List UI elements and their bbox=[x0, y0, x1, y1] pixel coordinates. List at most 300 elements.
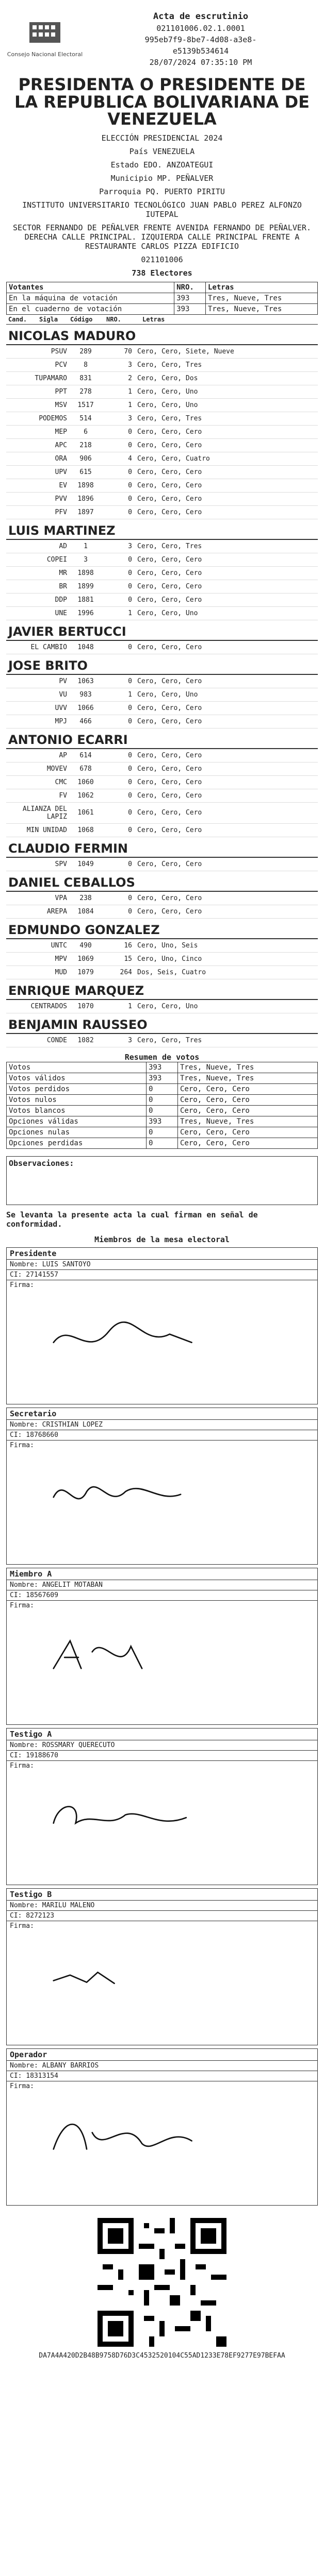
party-code: 1082 bbox=[77, 1036, 94, 1044]
summary-letras: Cero, Cero, Cero bbox=[178, 1127, 318, 1138]
members-list bbox=[6, 1247, 318, 2206]
party-sigla: DDP bbox=[55, 596, 67, 604]
table-row bbox=[6, 580, 318, 594]
party-sigla: TUPAMARO bbox=[35, 374, 67, 382]
party-sigla: PCV bbox=[55, 361, 67, 369]
party-sigla: VU bbox=[59, 690, 67, 699]
party-votes: 3 bbox=[128, 542, 132, 550]
cne-logo-icon bbox=[24, 18, 66, 49]
party-votes: 0 bbox=[128, 596, 132, 604]
table-row bbox=[6, 452, 318, 466]
summary-nro: 0 bbox=[146, 1138, 177, 1148]
signature-label: Firma: bbox=[10, 2082, 34, 2090]
acta-header bbox=[6, 4, 318, 71]
summary-title: Resumen de votos bbox=[124, 1052, 200, 1062]
table-row bbox=[6, 939, 318, 953]
party-votes: 0 bbox=[128, 481, 132, 489]
summary-nro: 0 bbox=[146, 1127, 177, 1138]
summary-letras: Tres, Nueve, Tres bbox=[178, 1073, 318, 1083]
table-row bbox=[6, 399, 318, 412]
election-info bbox=[6, 133, 318, 278]
member-name: Nombre: ANGELIT MOTABAN bbox=[7, 1580, 317, 1590]
table-row bbox=[6, 966, 318, 979]
table-row bbox=[7, 1062, 318, 1073]
table-row bbox=[6, 567, 318, 580]
party-votes: 70 bbox=[124, 347, 132, 355]
party-votes-words: Cero, Cero, Cero bbox=[137, 765, 202, 773]
party-code: 1881 bbox=[77, 596, 94, 604]
member-box bbox=[6, 1568, 318, 1725]
member-box bbox=[6, 1408, 318, 1565]
summary-letras: Cero, Cero, Cero bbox=[178, 1094, 318, 1105]
member-role: Presidente bbox=[7, 1248, 317, 1260]
party-votes-words: Cero, Cero, Cero bbox=[137, 441, 202, 449]
party-votes: 0 bbox=[128, 826, 132, 834]
acta-code: 021101006.02.1.0001 bbox=[156, 24, 245, 33]
party-sigla: MOVEV bbox=[46, 765, 67, 773]
party-sigla: UNTC bbox=[51, 941, 67, 950]
summary-label: Opciones perdidas bbox=[7, 1138, 147, 1148]
summary-label: Opciones nulas bbox=[7, 1127, 147, 1138]
member-ci: CI: 27141557 bbox=[7, 1270, 317, 1280]
grid-head-letras: Letras bbox=[142, 315, 165, 323]
table-row bbox=[6, 688, 318, 702]
party-votes: 0 bbox=[128, 582, 132, 590]
candidate-block bbox=[6, 623, 318, 654]
summary-nro: 393 bbox=[146, 1073, 177, 1083]
party-sigla: APC bbox=[55, 441, 67, 449]
member-role: Testigo B bbox=[7, 1889, 317, 1901]
summary-letras: Tres, Nueve, Tres bbox=[178, 1062, 318, 1073]
party-sigla: COPEI bbox=[46, 555, 67, 564]
summary-label: Votos blancos bbox=[7, 1105, 147, 1116]
party-votes: 0 bbox=[128, 778, 132, 786]
table-row bbox=[6, 466, 318, 479]
party-votes-words: Cero, Cero, Tres bbox=[137, 542, 202, 550]
voting-center: INSTITUTO UNIVERSITARIO TECNOLÓGICO JUAN PABLO PEREZ ALFONZO IUTEPAL bbox=[22, 200, 302, 219]
party-votes-words: Cero, Cero, Cero bbox=[137, 894, 202, 902]
voters-letras: Tres, Nueve, Tres bbox=[205, 293, 317, 303]
table-row bbox=[6, 345, 318, 359]
signature-label: Firma: bbox=[10, 1441, 34, 1449]
summary-label: Votos perdidos bbox=[7, 1083, 147, 1094]
party-votes-words: Cero, Cero, Cero bbox=[137, 596, 202, 604]
summary-letras: Tres, Nueve, Tres bbox=[178, 1116, 318, 1127]
party-votes-words: Cero, Uno, Seis bbox=[137, 941, 198, 950]
party-votes: 0 bbox=[128, 704, 132, 712]
party-sigla: EV bbox=[59, 481, 67, 489]
footer-hash: DA7A4A420D2B48B9758D76D3C4532520104C55AD1233E78EF9277E97BEFAA bbox=[39, 2351, 285, 2360]
candidates-grid-header bbox=[6, 315, 318, 325]
party-sigla: PSUV bbox=[51, 347, 67, 355]
candidate-block bbox=[6, 328, 318, 519]
acta-date: 28/07/2024 07:35:10 PM bbox=[149, 58, 252, 67]
party-code: 1049 bbox=[77, 860, 94, 868]
member-role: Testigo A bbox=[7, 1728, 317, 1740]
signature-icon bbox=[48, 2107, 203, 2169]
voters-nro: 393 bbox=[174, 293, 206, 303]
member-name: Nombre: CRISTHIAN LOPEZ bbox=[7, 1420, 317, 1430]
party-votes-words: Cero, Cero, Cero bbox=[137, 428, 202, 436]
candidate-name: LUIS MARTINEZ bbox=[6, 522, 318, 540]
party-votes: 264 bbox=[120, 968, 132, 976]
table-row bbox=[7, 1094, 318, 1105]
voters-header-nro: NRO. bbox=[174, 282, 206, 293]
party-code: 1066 bbox=[77, 704, 94, 712]
member-box bbox=[6, 1888, 318, 2045]
candidate-name: DANIEL CEBALLOS bbox=[6, 874, 318, 892]
party-votes: 1 bbox=[128, 1002, 132, 1010]
party-votes: 0 bbox=[128, 643, 132, 651]
party-code: 1898 bbox=[77, 481, 94, 489]
party-sigla: PV bbox=[59, 677, 67, 685]
member-name: Nombre: LUIS SANTOYO bbox=[7, 1260, 317, 1270]
candidate-block bbox=[6, 874, 318, 919]
qr-code-icon bbox=[98, 2218, 226, 2347]
party-sigla: MR bbox=[59, 569, 67, 577]
candidate-name: ENRIQUE MARQUEZ bbox=[6, 982, 318, 1000]
party-votes-words: Cero, Cero, Cero bbox=[137, 582, 202, 590]
table-row bbox=[6, 953, 318, 966]
party-sigla: PFV bbox=[55, 508, 67, 516]
party-votes: 0 bbox=[128, 894, 132, 902]
party-votes-words: Cero, Cero, Cero bbox=[137, 778, 202, 786]
cne-logo bbox=[6, 4, 84, 71]
party-votes: 0 bbox=[128, 907, 132, 916]
party-votes-words: Cero, Cero, Cuatro bbox=[137, 454, 210, 463]
party-code: 1069 bbox=[77, 955, 94, 963]
party-votes: 0 bbox=[128, 555, 132, 564]
candidate-block bbox=[6, 982, 318, 1013]
party-code: 3 bbox=[84, 555, 88, 564]
signature-label: Firma: bbox=[10, 1281, 34, 1289]
signature-area bbox=[7, 2081, 317, 2205]
party-sigla: UNE bbox=[55, 609, 67, 617]
candidate-block bbox=[6, 840, 318, 871]
party-code: 514 bbox=[79, 414, 92, 422]
party-sigla: VPA bbox=[55, 894, 67, 902]
party-votes-words: Cero, Cero, Cero bbox=[137, 495, 202, 503]
party-votes: 1 bbox=[128, 401, 132, 409]
table-row bbox=[6, 426, 318, 439]
table-row bbox=[6, 641, 318, 654]
party-sigla: AP bbox=[59, 751, 67, 759]
signature-label: Firma: bbox=[10, 1601, 34, 1609]
party-code: 278 bbox=[79, 387, 92, 396]
table-row bbox=[7, 1127, 318, 1138]
signature-label: Firma: bbox=[10, 1922, 34, 1930]
party-votes-words: Cero, Cero, Cero bbox=[137, 468, 202, 476]
table-row bbox=[6, 359, 318, 372]
country: País VENEZUELA bbox=[129, 146, 195, 156]
member-ci: CI: 18768660 bbox=[7, 1430, 317, 1440]
party-votes-words: Cero, Cero, Tres bbox=[137, 361, 202, 369]
table-row bbox=[6, 1034, 318, 1047]
party-code: 466 bbox=[79, 717, 92, 725]
party-votes-words: Cero, Cero, Uno bbox=[137, 609, 198, 617]
election-title: PRESIDENTA O PRESIDENTE DE LA REPUBLICA BOLIVARIANA DE VENEZUELA bbox=[14, 75, 310, 129]
party-code: 1896 bbox=[77, 495, 94, 503]
signature-area bbox=[7, 1761, 317, 1885]
party-code: 218 bbox=[79, 441, 92, 449]
voters-table bbox=[6, 282, 318, 315]
member-ci: CI: 19188670 bbox=[7, 1751, 317, 1761]
party-code: 1898 bbox=[77, 569, 94, 577]
party-votes: 1 bbox=[128, 690, 132, 699]
signature-icon bbox=[48, 1787, 203, 1849]
acta-header-text bbox=[84, 4, 318, 69]
table-row bbox=[6, 715, 318, 728]
party-code: 1068 bbox=[77, 826, 94, 834]
municipality: Municipio MP. PEÑALVER bbox=[110, 173, 214, 183]
member-box bbox=[6, 2048, 318, 2206]
party-votes-words: Cero, Cero, Uno bbox=[137, 1002, 198, 1010]
party-votes-words: Cero, Cero, Cero bbox=[137, 704, 202, 712]
member-ci: CI: 18313154 bbox=[7, 2071, 317, 2081]
party-votes: 15 bbox=[124, 955, 132, 963]
party-code: 678 bbox=[79, 765, 92, 773]
grid-head-cand: Cand. bbox=[8, 315, 27, 323]
candidate-name: ANTONIO ECARRI bbox=[6, 732, 318, 749]
table-row bbox=[6, 493, 318, 506]
party-votes: 16 bbox=[124, 941, 132, 950]
party-votes: 0 bbox=[128, 508, 132, 516]
party-sigla: MPJ bbox=[55, 717, 67, 725]
summary-label: Votos bbox=[7, 1062, 147, 1073]
summary-nro: 0 bbox=[146, 1105, 177, 1116]
center-code: 021101006 bbox=[141, 255, 183, 264]
voters-label: En la máquina de votación bbox=[7, 293, 174, 303]
party-sigla: FV bbox=[59, 791, 67, 800]
party-votes: 0 bbox=[128, 569, 132, 577]
party-code: 615 bbox=[79, 468, 92, 476]
summary-label: Votos nulos bbox=[7, 1094, 147, 1105]
state: Estado EDO. ANZOATEGUI bbox=[110, 160, 214, 170]
table-row bbox=[6, 789, 318, 803]
summary-nro: 0 bbox=[146, 1094, 177, 1105]
member-box bbox=[6, 1247, 318, 1404]
party-code: 289 bbox=[79, 347, 92, 355]
grid-head-sigla: Sigla bbox=[39, 315, 58, 323]
party-votes-words: Cero, Cero, Uno bbox=[137, 387, 198, 396]
party-votes: 0 bbox=[128, 677, 132, 685]
party-votes-words: Cero, Uno, Cinco bbox=[137, 955, 202, 963]
party-sigla: MUD bbox=[55, 968, 67, 976]
conformity-note: Se levanta la presente acta la cual firman en señal de conformidad. bbox=[6, 1210, 258, 1229]
party-votes: 0 bbox=[128, 809, 132, 817]
table-row bbox=[6, 1000, 318, 1013]
party-votes-words: Cero, Cero, Cero bbox=[137, 809, 202, 817]
party-sigla: CENTRADOS bbox=[30, 1002, 67, 1010]
signature-area bbox=[7, 1601, 317, 1724]
party-code: 1899 bbox=[77, 582, 94, 590]
table-row bbox=[6, 607, 318, 620]
table-row bbox=[7, 303, 318, 314]
qr-code bbox=[6, 2218, 318, 2347]
party-code: 1063 bbox=[77, 677, 94, 685]
party-votes: 0 bbox=[128, 441, 132, 449]
party-code: 1084 bbox=[77, 907, 94, 916]
signature-icon bbox=[48, 1306, 203, 1368]
party-votes-words: Cero, Cero, Cero bbox=[137, 826, 202, 834]
logo-caption: Consejo Nacional Electoral bbox=[7, 50, 83, 58]
voters-header-label: Votantes bbox=[7, 282, 174, 293]
grid-head-codigo: Código bbox=[70, 315, 93, 323]
party-votes-words: Cero, Cero, Tres bbox=[137, 414, 202, 422]
electors-count: 738 Electores bbox=[132, 268, 192, 278]
party-code: 1048 bbox=[77, 643, 94, 651]
party-votes-words: Cero, Cero, Cero bbox=[137, 677, 202, 685]
party-sigla: AREPA bbox=[46, 907, 67, 916]
table-row bbox=[7, 1105, 318, 1116]
table-row bbox=[6, 905, 318, 919]
party-votes: 3 bbox=[128, 361, 132, 369]
table-row bbox=[7, 1083, 318, 1094]
member-ci: CI: 8272123 bbox=[7, 1911, 317, 1921]
member-name: Nombre: MARILU MALENO bbox=[7, 1901, 317, 1911]
candidate-block bbox=[6, 922, 318, 979]
table-row bbox=[6, 506, 318, 519]
party-sigla: EL CAMBIO bbox=[30, 643, 67, 651]
party-votes-words: Cero, Cero, Uno bbox=[137, 401, 198, 409]
summary-nro: 393 bbox=[146, 1062, 177, 1073]
party-votes: 0 bbox=[128, 428, 132, 436]
candidates-list bbox=[6, 328, 318, 1047]
member-name: Nombre: ALBANY BARRIOS bbox=[7, 2061, 317, 2071]
table-row bbox=[6, 702, 318, 715]
signature-area bbox=[7, 1440, 317, 1564]
candidate-name: NICOLAS MADURO bbox=[6, 328, 318, 345]
party-sigla: MSV bbox=[55, 401, 67, 409]
member-role: Secretario bbox=[7, 1408, 317, 1420]
party-sigla: MPV bbox=[55, 955, 67, 963]
party-votes-words: Cero, Cero, Siete, Nueve bbox=[137, 347, 234, 355]
party-votes: 0 bbox=[128, 717, 132, 725]
table-row bbox=[6, 762, 318, 776]
summary-letras: Cero, Cero, Cero bbox=[178, 1083, 318, 1094]
party-sigla: SPV bbox=[55, 860, 67, 868]
summary-letras: Cero, Cero, Cero bbox=[178, 1105, 318, 1116]
party-votes: 1 bbox=[128, 609, 132, 617]
table-row bbox=[7, 1138, 318, 1148]
table-row bbox=[6, 553, 318, 567]
candidate-name: JAVIER BERTUCCI bbox=[6, 623, 318, 641]
table-row bbox=[6, 776, 318, 789]
party-sigla: CONDE bbox=[46, 1036, 67, 1044]
observations-box[interactable] bbox=[6, 1156, 318, 1205]
grid-head-nro: NRO. bbox=[106, 315, 121, 323]
party-votes: 0 bbox=[128, 791, 132, 800]
party-code: 8 bbox=[84, 361, 88, 369]
party-votes: 0 bbox=[128, 468, 132, 476]
party-code: 1062 bbox=[77, 791, 94, 800]
acta-title: Acta de escrutinio bbox=[153, 11, 249, 22]
party-votes-words: Cero, Cero, Cero bbox=[137, 717, 202, 725]
signature-icon bbox=[48, 1466, 203, 1528]
summary-table bbox=[6, 1062, 318, 1149]
candidate-name: JOSE BRITO bbox=[6, 657, 318, 675]
table-row bbox=[6, 749, 318, 762]
party-votes-words: Cero, Cero, Cero bbox=[137, 860, 202, 868]
member-role: Miembro A bbox=[7, 1568, 317, 1580]
center-address: SECTOR FERNANDO DE PEÑALVER FRENTE AVENIDA FERNANDO DE PEÑALVER. DERECHA CALLE PRINCIPAL. IZQUIERDA CALLE PRINCIPAL FRENTE A RESTAURANTE CARLOS PIZZA EDIFICIO bbox=[13, 223, 311, 251]
party-votes: 3 bbox=[128, 1036, 132, 1044]
candidate-block bbox=[6, 657, 318, 728]
party-code: 490 bbox=[79, 941, 92, 950]
party-votes: 3 bbox=[128, 414, 132, 422]
summary-letras: Cero, Cero, Cero bbox=[178, 1138, 318, 1148]
signature-area bbox=[7, 1921, 317, 2045]
party-code: 614 bbox=[79, 751, 92, 759]
acta-hash-2: e5139b534614 bbox=[172, 46, 229, 56]
summary-label: Votos válidos bbox=[7, 1073, 147, 1083]
candidate-block bbox=[6, 732, 318, 837]
voters-nro: 393 bbox=[174, 303, 206, 314]
party-votes: 0 bbox=[128, 860, 132, 868]
party-sigla: PVV bbox=[55, 495, 67, 503]
party-code: 1079 bbox=[77, 968, 94, 976]
party-code: 1996 bbox=[77, 609, 94, 617]
member-ci: CI: 18567609 bbox=[7, 1590, 317, 1601]
party-votes-words: Cero, Cero, Cero bbox=[137, 907, 202, 916]
party-votes-words: Cero, Cero, Cero bbox=[137, 508, 202, 516]
party-sigla: UVV bbox=[55, 704, 67, 712]
party-code: 1 bbox=[84, 542, 88, 550]
signature-area bbox=[7, 1280, 317, 1404]
table-row bbox=[6, 385, 318, 399]
members-title: Miembros de la mesa electoral bbox=[94, 1234, 230, 1244]
party-votes: 4 bbox=[128, 454, 132, 463]
candidate-name: BENJAMIN RAUSSEO bbox=[6, 1016, 318, 1034]
table-row bbox=[7, 293, 318, 303]
party-votes: 0 bbox=[128, 495, 132, 503]
party-votes-words: Cero, Cero, Tres bbox=[137, 1036, 202, 1044]
party-votes-words: Cero, Cero, Cero bbox=[137, 751, 202, 759]
party-votes: 0 bbox=[128, 751, 132, 759]
table-row bbox=[7, 1116, 318, 1127]
party-votes-words: Cero, Cero, Dos bbox=[137, 374, 198, 382]
table-row bbox=[6, 479, 318, 493]
party-votes: 1 bbox=[128, 387, 132, 396]
candidate-name: EDMUNDO GONZALEZ bbox=[6, 922, 318, 939]
voters-label: En el cuaderno de votación bbox=[7, 303, 174, 314]
party-code: 1897 bbox=[77, 508, 94, 516]
party-sigla: CMC bbox=[55, 778, 67, 786]
election-name: ELECCIÓN PRESIDENCIAL 2024 bbox=[101, 133, 223, 143]
signature-icon bbox=[48, 1947, 203, 2009]
observations-label: Observaciones: bbox=[9, 1158, 74, 1168]
table-row bbox=[6, 892, 318, 905]
party-code: 238 bbox=[79, 894, 92, 902]
party-code: 906 bbox=[79, 454, 92, 463]
table-row bbox=[6, 540, 318, 553]
table-row bbox=[7, 1073, 318, 1083]
party-votes-words: Cero, Cero, Uno bbox=[137, 690, 198, 699]
table-row bbox=[6, 824, 318, 837]
party-sigla: MIN UNIDAD bbox=[26, 826, 67, 834]
member-box bbox=[6, 1728, 318, 1885]
table-row bbox=[6, 594, 318, 607]
table-row bbox=[6, 412, 318, 426]
table-row bbox=[6, 439, 318, 452]
party-code: 6 bbox=[84, 428, 88, 436]
party-code: 831 bbox=[79, 374, 92, 382]
signature-icon bbox=[48, 1626, 203, 1688]
parish: Parroquia PQ. PUERTO PIRITU bbox=[99, 187, 225, 196]
voters-letras: Tres, Nueve, Tres bbox=[205, 303, 317, 314]
party-sigla: BR bbox=[59, 582, 67, 590]
summary-nro: 393 bbox=[146, 1116, 177, 1127]
